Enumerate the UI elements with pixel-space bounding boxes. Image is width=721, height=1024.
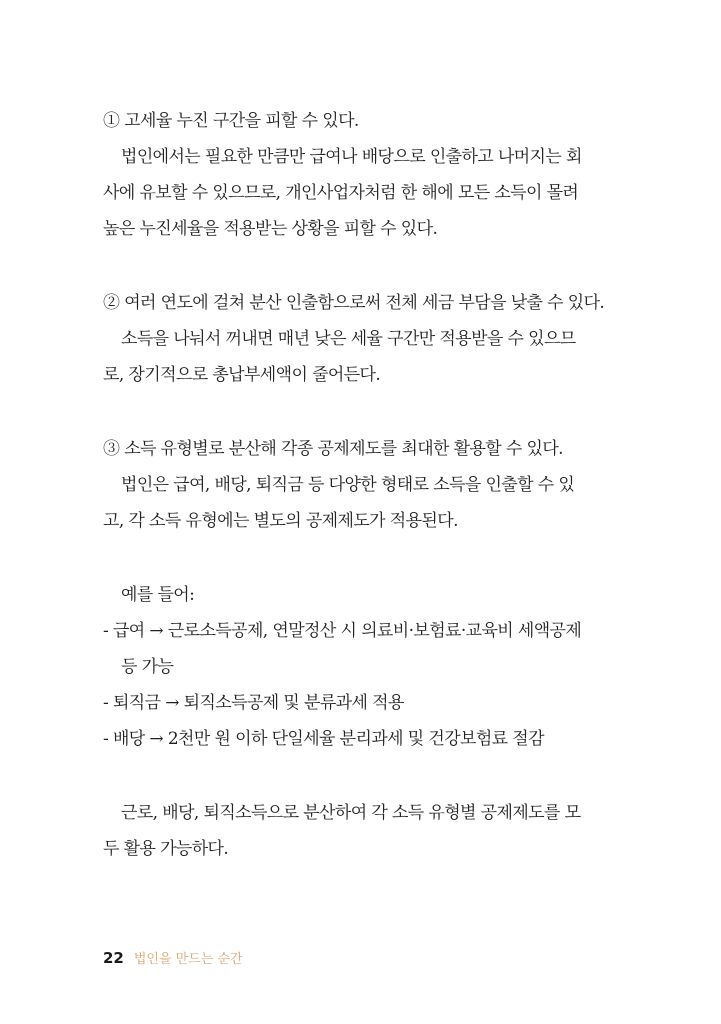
example-item: - 급여 → 근로소득공제, 연말정산 시 의료비·보험료·교육비 세액공제: [103, 621, 582, 641]
body-line: 소득을 나눠서 꺼내면 매년 낮은 세율 구간만 적용받을 수 있으므: [121, 329, 576, 349]
example-item: - 퇴직금 → 퇴직소득공제 및 분류과세 적용: [103, 693, 404, 713]
body-line: 고, 각 소득 유형에는 별도의 공제제도가 적용된다.: [103, 511, 458, 531]
examples-block: [103, 577, 603, 757]
example-item: - 배당 → 2천만 원 이하 단일세율 분리과세 및 건강보험료 절감: [103, 729, 544, 749]
paragraph-gap: [103, 539, 603, 577]
examples-intro: 예를 들어:: [121, 585, 195, 605]
paragraph-gap: [103, 757, 603, 795]
section-heading: ② 여러 연도에 걸쳐 분산 인출함으로써 전체 세금 부담을 낮출 수 있다.: [103, 293, 605, 313]
running-title: 법인을 만드는 순간: [133, 952, 243, 967]
section-2: [103, 285, 603, 393]
body-line: 근로, 배당, 퇴직소득으로 분산하여 각 소득 유형별 공제제도를 모: [121, 803, 581, 823]
section-3: [103, 431, 603, 539]
body-line: 법인은 급여, 배당, 퇴직금 등 다양한 형태로 소득을 인출할 수 있: [121, 475, 575, 495]
page-footer: [103, 948, 243, 967]
body-line: 높은 누진세율을 적용받는 상황을 피할 수 있다.: [103, 219, 438, 239]
section-heading: ③ 소득 유형별로 분산해 각종 공제제도를 최대한 활용할 수 있다.: [103, 439, 563, 459]
page-content: [103, 103, 603, 867]
section-1: [103, 103, 603, 247]
example-item-continuation: 등 가능: [121, 657, 174, 677]
conclusion: [103, 795, 603, 867]
paragraph-gap: [103, 247, 603, 285]
body-line: 두 활용 가능하다.: [103, 839, 229, 859]
body-line: 사에 유보할 수 있으므로, 개인사업자처럼 한 해에 모든 소득이 몰려: [103, 183, 579, 203]
section-heading: ① 고세율 누진 구간을 피할 수 있다.: [103, 111, 359, 131]
page-number: 22: [103, 949, 124, 967]
body-line: 법인에서는 필요한 만큼만 급여나 배당으로 인출하고 나머지는 회: [121, 147, 582, 167]
body-line: 로, 장기적으로 총납부세액이 줄어든다.: [103, 365, 381, 385]
paragraph-gap: [103, 393, 603, 431]
